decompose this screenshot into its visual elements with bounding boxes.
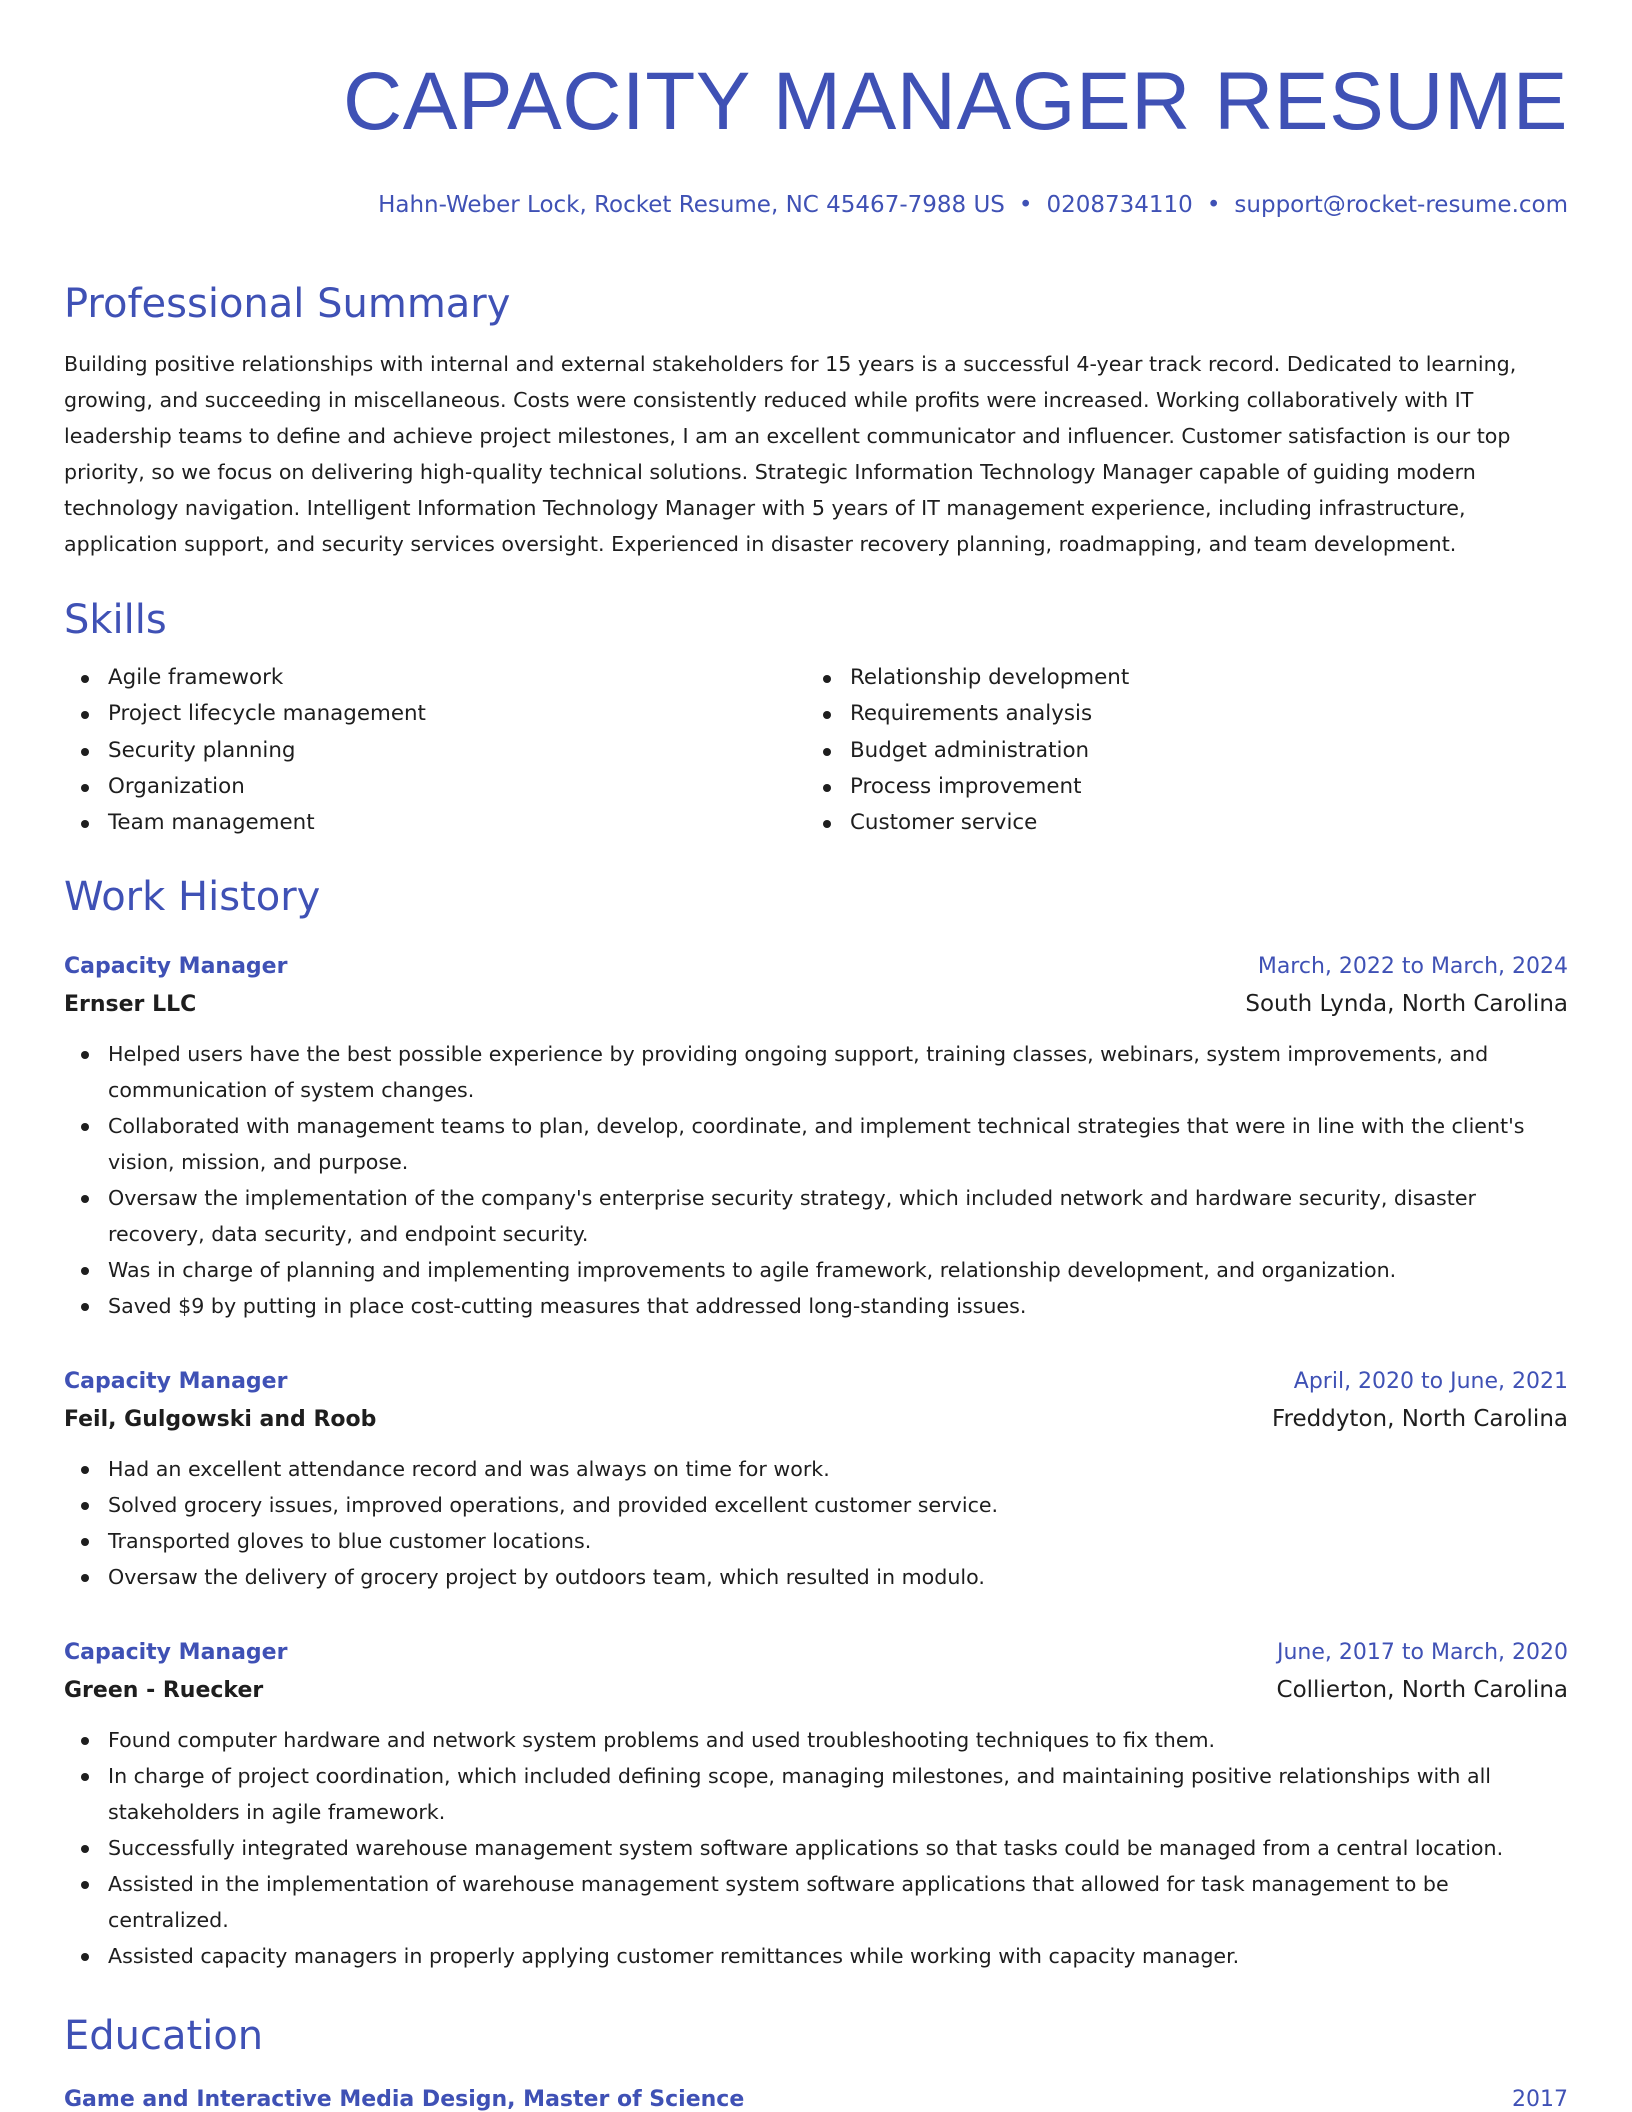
skills-list-left bbox=[64, 660, 806, 841]
job-bullets bbox=[64, 1451, 1568, 1595]
job-entry bbox=[64, 949, 1568, 1324]
summary-heading: Professional Summary bbox=[64, 281, 511, 327]
job-dates: June, 2017 to March, 2020 bbox=[1277, 1640, 1568, 1666]
skill-item: Process improvement bbox=[806, 769, 1548, 805]
job-bullet: Successfully integrated warehouse management system software applications so that tasks could be managed from a central location. bbox=[64, 1830, 1568, 1866]
skill-item: Relationship development bbox=[806, 660, 1548, 696]
contact-phone: 0208734110 bbox=[1046, 192, 1193, 218]
skill-item: Customer service bbox=[806, 805, 1548, 841]
job-header-row bbox=[64, 949, 1568, 985]
job-bullets bbox=[64, 1722, 1568, 1974]
job-dates: April, 2020 to June, 2021 bbox=[1293, 1369, 1568, 1395]
summary-section bbox=[64, 278, 1568, 562]
skill-item: Security planning bbox=[64, 733, 806, 769]
job-company: Feil, Gulgowski and Roob bbox=[64, 1407, 377, 1433]
job-company: Ernser LLC bbox=[64, 992, 197, 1018]
job-bullet: Transported gloves to blue customer locations. bbox=[64, 1523, 1568, 1559]
skill-item: Organization bbox=[64, 769, 806, 805]
job-title: Capacity Manager bbox=[64, 1369, 288, 1395]
job-company: Green - Ruecker bbox=[64, 1678, 264, 1704]
skills-heading: Skills bbox=[64, 597, 167, 643]
resume-page bbox=[64, 0, 1568, 2112]
contact-email: support@rocket-resume.com bbox=[1234, 192, 1568, 218]
skill-item: Requirements analysis bbox=[806, 696, 1548, 732]
resume-title: CAPACITY MANAGER RESUME bbox=[342, 56, 1568, 147]
resume-header bbox=[64, 0, 1568, 220]
job-company-row bbox=[64, 1671, 1568, 1710]
job-bullet: Assisted capacity managers in properly applying customer remittances while working with capacity manager. bbox=[64, 1938, 1568, 1974]
skills-column-right bbox=[806, 660, 1548, 841]
job-entry bbox=[64, 1364, 1568, 1595]
job-bullets bbox=[64, 1036, 1568, 1324]
contact-separator: • bbox=[1018, 192, 1033, 218]
job-dates: March, 2022 to March, 2024 bbox=[1257, 954, 1568, 980]
job-company-row bbox=[64, 1400, 1568, 1439]
job-location: South Lynda, North Carolina bbox=[1245, 991, 1568, 1018]
work-history-section bbox=[64, 871, 1568, 1974]
job-bullet: Helped users have the best possible experience by providing ongoing support, training classes, webinars, system improvements, and communication of system changes. bbox=[64, 1036, 1568, 1108]
job-bullet: Was in charge of planning and implementing improvements to agile framework, relationship development, and organization. bbox=[64, 1252, 1568, 1288]
contact-line bbox=[64, 190, 1568, 220]
work-history-heading: Work History bbox=[64, 874, 321, 921]
job-bullet: Oversaw the delivery of grocery project by outdoors team, which resulted in modulo. bbox=[64, 1559, 1568, 1595]
education-degree: Game and Interactive Media Design, Master of Science bbox=[64, 2087, 745, 2112]
skill-item: Project lifecycle management bbox=[64, 696, 806, 732]
job-bullet: Solved grocery issues, improved operations, and provided excellent customer service. bbox=[64, 1487, 1568, 1523]
job-title: Capacity Manager bbox=[64, 954, 288, 980]
job-entry bbox=[64, 1635, 1568, 1974]
summary-text: Building positive relationships with internal and external stakeholders for 15 years is a successful 4-year track record. Dedicated to learning, growing, and succeeding in miscellaneous. Costs were consistently reduced while profits were increased. Working collaboratively with IT leadership teams to define and achieve project milestones, I am an excellent communicator and influencer. Customer satisfaction is our top priority, so we focus on delivering high-quality technical solutions. Strategic Information Technology Manager capable of guiding modern technology navigation. Intelligent Information Technology Manager with 5 years of IT management experience, including infrastructure, application support, and security services oversight. Experienced in disaster recovery planning, roadmapping, and team development. bbox=[64, 352, 1517, 556]
job-company-row bbox=[64, 985, 1568, 1024]
education-section bbox=[64, 2010, 1568, 2112]
education-heading: Education bbox=[64, 2013, 264, 2060]
skills-section bbox=[64, 594, 1568, 841]
skill-item: Team management bbox=[64, 805, 806, 841]
skills-column-left bbox=[64, 660, 806, 841]
job-bullet: Oversaw the implementation of the company's enterprise security strategy, which included network and hardware security, disaster recovery, data security, and endpoint security. bbox=[64, 1180, 1568, 1252]
job-title: Capacity Manager bbox=[64, 1640, 288, 1666]
contact-address: Hahn-Weber Lock, Rocket Resume, NC 45467-7988 US bbox=[378, 192, 1005, 218]
job-bullet: Collaborated with management teams to plan, develop, coordinate, and implement technical strategies that were in line with the client's vision, mission, and purpose. bbox=[64, 1108, 1568, 1180]
contact-separator: • bbox=[1206, 192, 1221, 218]
education-entry bbox=[64, 2082, 1568, 2112]
job-header-row bbox=[64, 1635, 1568, 1671]
skills-list-right bbox=[806, 660, 1548, 841]
skill-item: Agile framework bbox=[64, 660, 806, 696]
job-bullet: In charge of project coordination, which included defining scope, managing milestones, and maintaining positive relationships with all stakeholders in agile framework. bbox=[64, 1758, 1568, 1830]
job-location: Freddyton, North Carolina bbox=[1271, 1406, 1568, 1433]
education-year: 2017 bbox=[1512, 2087, 1568, 2112]
job-bullet: Saved $9 by putting in place cost-cutting measures that addressed long-standing issues. bbox=[64, 1288, 1568, 1324]
skill-item: Budget administration bbox=[806, 733, 1548, 769]
job-location: Collierton, North Carolina bbox=[1276, 1677, 1568, 1704]
job-bullet: Assisted in the implementation of warehouse management system software applications that allowed for task management to be centralized. bbox=[64, 1866, 1568, 1938]
job-header-row bbox=[64, 1364, 1568, 1400]
skills-columns bbox=[64, 660, 1568, 841]
job-bullet: Found computer hardware and network system problems and used troubleshooting techniques to fix them. bbox=[64, 1722, 1568, 1758]
job-bullet: Had an excellent attendance record and was always on time for work. bbox=[64, 1451, 1568, 1487]
